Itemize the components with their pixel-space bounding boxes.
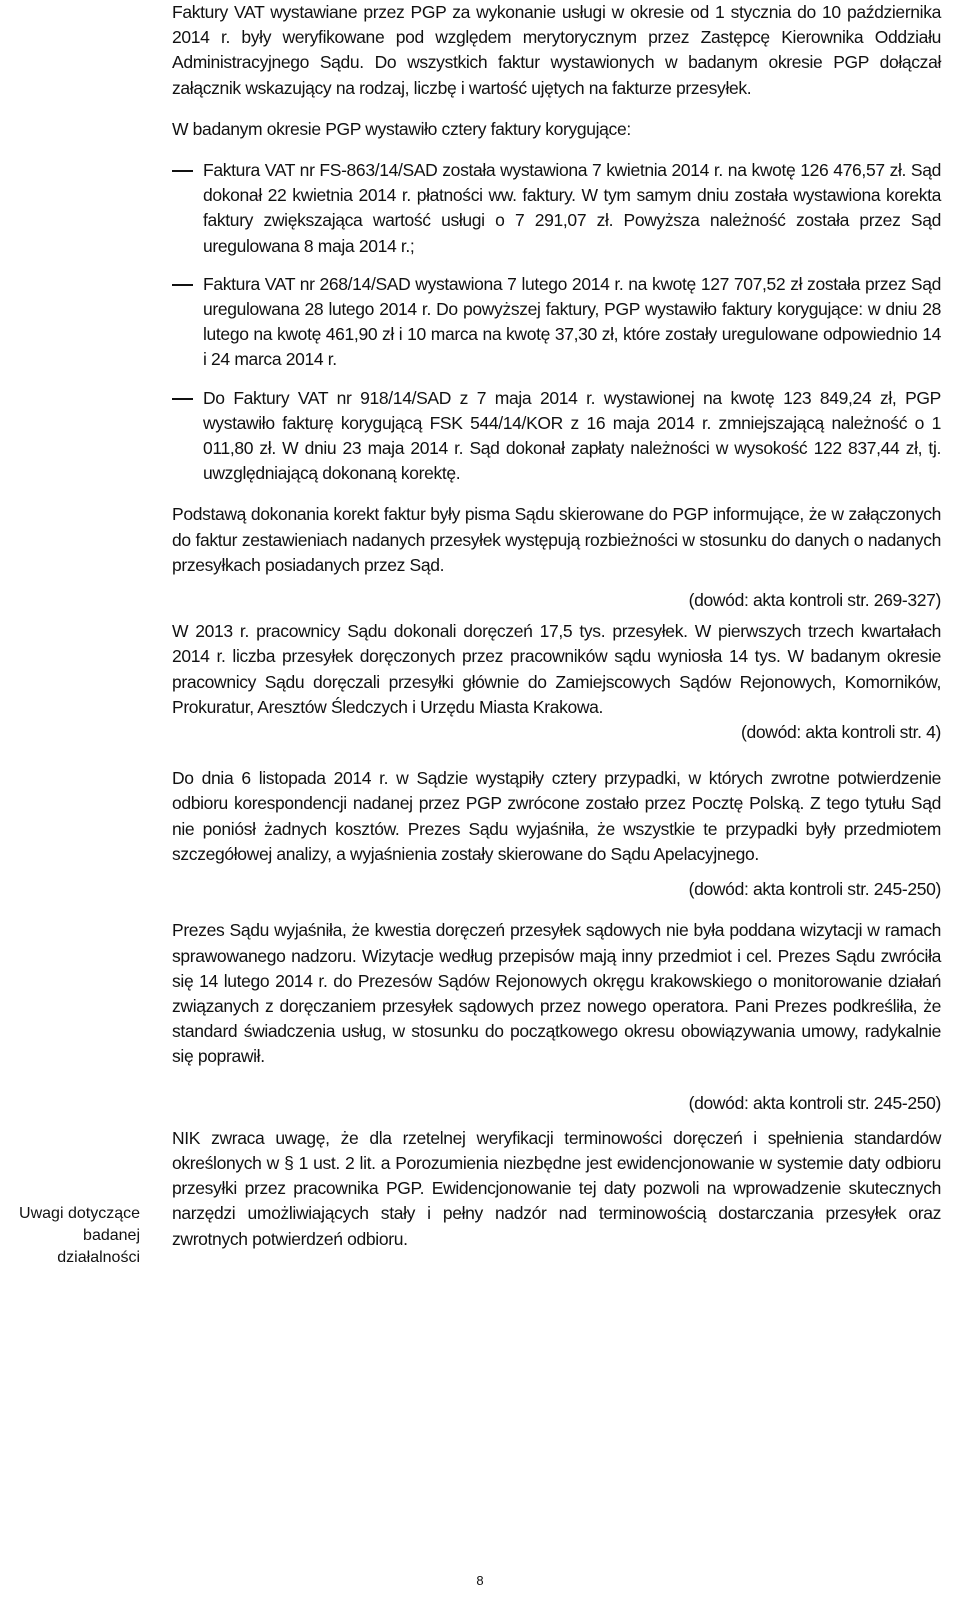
list-item [172,272,941,373]
paragraph-nik-remarks: NIK zwraca uwagę, że dla rzetelnej weryfikacji terminowości doręczeń i spełnienia standardów określonych w § 1 ust. 2 lit. a Porozumienia niezbędne jest ewidencjonowanie w systemie daty odbioru przesyłki przez pracownika PGP. Ewidencjonowanie tej daty pozwoli na wprowadzenie skutecznych narzędzi umożliwiających stały i pełny nadzór nad terminowością dostarczania przesyłek oraz zwrotnych potwierdzeń odbioru. [172,1127,941,1249]
paragraph-supervision: Prezes Sądu wyjaśniła, że kwestia doręczeń przesyłek sądowych nie była poddana wizytacji w ramach sprawowanego nadzoru. Wizytacje według przepisów mają inny przedmiot i cel. Prezes Sądu zwróciła się 14 lutego 2014 r. do Prezesów Sądów Rejonowych okręgu krakowskiego o monitorowanie działań związanych z doręczaniem przesyłek sądowych przez nowego operatora. Pani Prezes podkreśliła, że standard świadczenia usług, w stosunku do początkowego okresu obowiązywania umowy, radykalnie się poprawił. [172,920,941,1067]
paragraph-invoice-verification: Faktury VAT wystawiane przez PGP za wykonanie usługi w okresie od 1 stycznia do 10 października 2014 r. były weryfikowane pod względem merytorycznym przez Zastępcę Kierownika Oddziału Administracyjnego Sądu. Do wszystkich faktur wystawionych w badanym okresie PGP dołączał załącznik wskazujący na rodzaj, liczbę i wartość ujętych na fakturze przesyłek. [172,2,941,98]
list-item [172,386,941,487]
evidence-reference: (dowód: akta kontroli str. 245-250) [688,879,941,900]
list-item-text: Do Faktury VAT nr 918/14/SAD z 7 maja 2014 r. wystawionej na kwotę 123 849,24 zł, PGP wystawiło fakturę korygującą FSK 544/14/KOR z 16 maja 2014 r. zmniejszającą należność o 1 011,80 zł. W dniu 23 maja 2014 r. Sąd dokonał zapłaty należności w wysokość 122 837,44 zł, tj. uwzględniającą dokonaną korektę. [203,387,941,484]
evidence-reference: (dowód: akta kontroli str. 269-327) [688,590,941,611]
evidence-reference: (dowód: akta kontroli str. 245-250) [688,1092,941,1113]
document-body [172,0,941,1252]
dash-bullet-icon [172,398,193,400]
list-item-text: Faktura VAT nr FS-863/14/SAD została wystawiona 7 kwietnia 2014 r. na kwotę 126 476,57 zł. Sąd dokonał 22 kwietnia 2014 r. płatności ww. faktury. W tym samym dniu została wystawiona korekta faktury zwiększająca wartość usługi o 7 291,07 zł. Powyższa należność została przez Sąd uregulowana 8 maja 2014 r.; [203,160,941,256]
paragraph-return-receipts: Do dnia 6 listopada 2014 r. w Sądzie wystąpiły cztery przypadki, w których zwrotne potwierdzenie odbioru korespondencji nadanej przez PGP zwrócone zostało przez Pocztę Polską. Z tego tytułu Sąd nie poniósł żadnych kosztów. Prezes Sądu wyjaśniła, że wszystkie te przypadki były przedmiotem szczegółowej analizy, a wyjaśnienia zostały skierowane do Sądu Apelacyjnego. [172,768,941,864]
section-side-label: Uwagi dotyczące badanej działalności [19,1205,140,1266]
evidence-reference: (dowód: akta kontroli str. 4) [741,722,941,743]
paragraph-correction-invoices-intro: W badanym okresie PGP wystawiło cztery faktury korygujące: [172,118,631,139]
page-number: 8 [476,1573,484,1588]
paragraph-correction-basis: Podstawą dokonania korekt faktur były pisma Sądu skierowane do PGP informujące, że w załączonych do faktur zestawieniach nadanych przesyłek występują rozbieżności w stosunku do danych o nadanych przesyłkach posiadanych przez Sąd. [172,504,941,575]
list-item-text: Faktura VAT nr 268/14/SAD wystawiona 7 lutego 2014 r. na kwotę 127 707,52 zł została przez Sąd uregulowana 28 lutego 2014 r. Do powyższej faktury, PGP wystawiło faktury korygujące: w dniu 28 lutego na kwotę 461,90 zł i 10 marca na kwotę 37,30 zł, które zostały uregulowane odpowiednio 14 i 24 marca 2014 r. [203,273,941,370]
paragraph-delivery-stats: W 2013 r. pracownicy Sądu dokonali doręczeń 17,5 tys. przesyłek. W pierwszych trzech kwartałach 2014 r. liczba przesyłek doręczonych przez pracowników sądu wyniosła 14 tys. W badanym okresie pracownicy Sądu doręczali przesyłki głównie do Zamiejscowych Sądów Rejonowych, Komorników, Prokuratur, Aresztów Śledczych i Urzędu Miasta Krakowa. [172,621,941,717]
dash-bullet-icon [172,284,193,286]
correction-invoices-list [172,158,941,486]
list-item [172,158,941,259]
dash-bullet-icon [172,170,193,172]
